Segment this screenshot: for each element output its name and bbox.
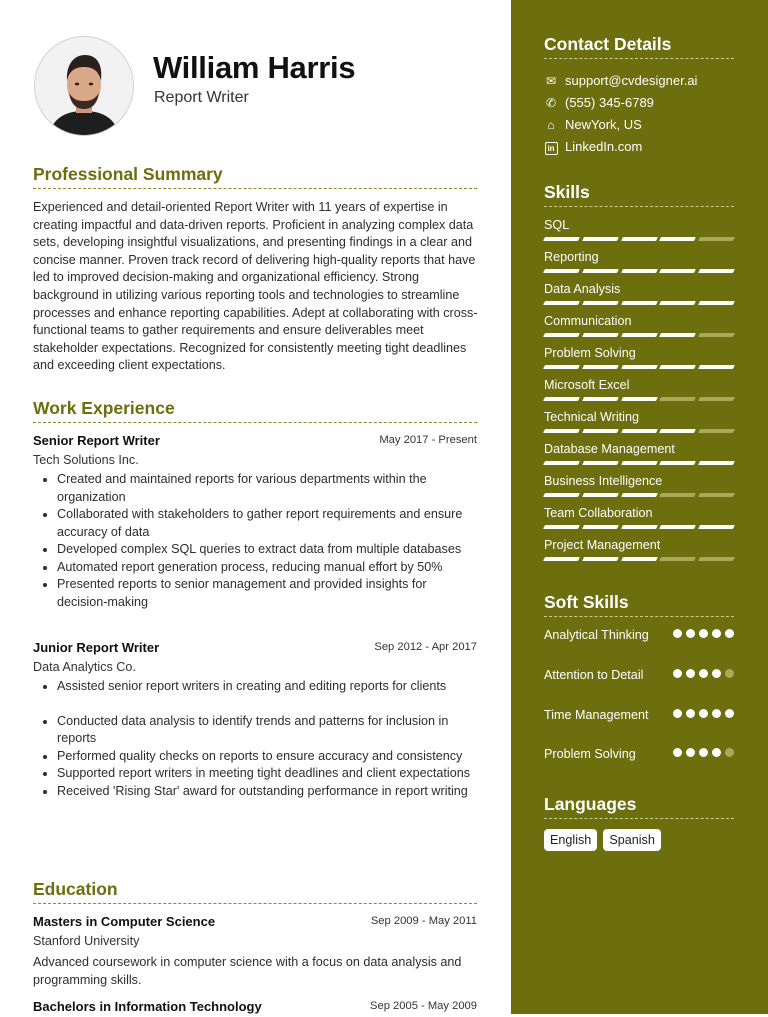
- home-icon: ⌂: [547, 118, 555, 132]
- rating-dot: [712, 748, 721, 757]
- language-tag: English: [544, 829, 597, 851]
- soft-skill-rating: [673, 629, 734, 638]
- rating-segment: [582, 269, 619, 273]
- rating-segment: [621, 397, 658, 401]
- language-tag: Spanish: [603, 829, 661, 851]
- rating-segment: [582, 237, 619, 241]
- rating-segment: [698, 301, 735, 305]
- rating-dot: [686, 748, 695, 757]
- skill-item: [544, 441, 734, 465]
- rating-segment: [621, 365, 658, 369]
- contact-linkedin[interactable]: [544, 138, 642, 156]
- soft-skill-rating: [673, 669, 734, 678]
- list-item: • Performed quality checks on reports to ensure accuracy and consistency: [57, 748, 477, 766]
- rating-dot: [725, 669, 734, 678]
- rating-segment: [659, 269, 696, 273]
- rating-segment: [582, 429, 619, 433]
- skill-rating: [544, 429, 734, 433]
- skill-label: Problem Solving: [544, 346, 636, 360]
- rating-segment: [543, 429, 580, 433]
- skill-label: Reporting: [544, 250, 599, 264]
- email-text: support@cvdesigner.ai: [565, 73, 698, 88]
- skill-rating: [544, 493, 734, 497]
- education-entry: [33, 999, 477, 1017]
- rating-segment: [582, 461, 619, 465]
- rating-segment: [621, 493, 658, 497]
- skill-rating: [544, 557, 734, 561]
- skill-item: [544, 249, 734, 273]
- location-text: NewYork, US: [565, 117, 642, 132]
- rating-segment: [698, 557, 735, 561]
- rating-segment: [698, 397, 735, 401]
- skill-rating: [544, 237, 734, 241]
- summary-text: Experienced and detail-oriented Report Writer with 11 years of expertise in creating impactful and data-driven reports. Proficient in analyzing complex data sets, developing insightful visualizations, and presenting findings in a clear and concise manner. Proven track record of delivering high-quality reports that have led to improved decision-making and organizational efficiency. Strong background in utilizing various reporting tools and technologies to streamline processes and enhance reporting capabilities. Adept at collaborating with cross-functional teams to gather requirements and ensure deliverables meet stakeholder expectations. Recognized for consistently meeting tight deadlines and exceeding client expectations.: [33, 200, 478, 373]
- degree-description: Advanced coursework in computer science with a focus on data analysis and programming skills.: [33, 955, 462, 987]
- rating-segment: [582, 397, 619, 401]
- rating-segment: [659, 237, 696, 241]
- job-bullets: [33, 678, 477, 800]
- skills-heading: Skills: [544, 182, 590, 202]
- rating-segment: [582, 493, 619, 497]
- rating-dot: [673, 709, 682, 718]
- rating-dot: [725, 709, 734, 718]
- job-company: Data Analytics Co.: [33, 660, 136, 674]
- avatar: [34, 36, 134, 136]
- rating-segment: [659, 525, 696, 529]
- soft-skill-label: Problem Solving: [544, 747, 636, 761]
- rating-dot: [673, 748, 682, 757]
- list-item: • Collaborated with stakeholders to gather report requirements and ensure accuracy of data: [57, 506, 477, 541]
- skill-item: [544, 537, 734, 561]
- rating-dot: [699, 669, 708, 678]
- languages-heading: Languages: [544, 794, 637, 814]
- soft-skill-item: [544, 707, 734, 724]
- list-item: • Received 'Rising Star' award for outstanding performance in report writing: [57, 783, 477, 801]
- rating-segment: [698, 429, 735, 433]
- rating-segment: [582, 557, 619, 561]
- soft-skill-item: [544, 627, 734, 644]
- list-item: • Supported report writers in meeting tight deadlines and client expectations: [57, 765, 477, 783]
- rating-segment: [698, 365, 735, 369]
- rating-segment: [659, 333, 696, 337]
- job-bullets: [33, 471, 477, 611]
- rating-segment: [698, 525, 735, 529]
- skill-item: [544, 313, 734, 337]
- rating-segment: [698, 237, 735, 241]
- school-name: Stanford University: [33, 934, 140, 948]
- rating-segment: [543, 237, 580, 241]
- contact-location: [544, 116, 642, 134]
- rating-dot: [699, 709, 708, 718]
- skill-label: Business Intelligence: [544, 474, 663, 488]
- rating-segment: [698, 333, 735, 337]
- rating-segment: [659, 493, 696, 497]
- soft-skill-rating: [673, 748, 734, 757]
- skill-label: Database Management: [544, 442, 675, 456]
- rating-dot: [699, 629, 708, 638]
- rating-segment: [659, 301, 696, 305]
- rating-segment: [621, 237, 658, 241]
- rating-segment: [621, 301, 658, 305]
- skill-rating: [544, 525, 734, 529]
- rating-dot: [673, 669, 682, 678]
- rating-segment: [621, 461, 658, 465]
- candidate-name: William Harris: [153, 50, 356, 85]
- degree-date: Sep 2009 - May 2011: [370, 915, 477, 927]
- experience-heading: Work Experience: [33, 398, 175, 418]
- skill-label: Project Management: [544, 538, 661, 552]
- summary-divider: [33, 188, 477, 189]
- rating-dot: [712, 629, 721, 638]
- skill-label: Communication: [544, 314, 632, 328]
- soft-skills-divider: [544, 616, 734, 617]
- list-item: • Conducted data analysis to identify trends and patterns for inclusion in reports: [57, 713, 477, 748]
- job-entry: [33, 640, 477, 800]
- experience-divider: [33, 422, 477, 423]
- job-date: May 2017 - Present: [379, 434, 477, 446]
- skill-rating: [544, 269, 734, 273]
- linkedin-icon: in: [544, 138, 558, 156]
- skill-item: [544, 473, 734, 497]
- rating-segment: [543, 493, 580, 497]
- soft-skill-label: Attention to Detail: [544, 668, 644, 682]
- list-item: • Automated report generation process, reducing manual effort by 50%: [57, 559, 477, 577]
- soft-skill-label: Time Management: [544, 708, 649, 722]
- degree-date: Sep 2005 - May 2009: [370, 1000, 477, 1012]
- contact-heading: Contact Details: [544, 34, 672, 54]
- contact-email[interactable]: [544, 72, 697, 90]
- rating-segment: [543, 557, 580, 561]
- rating-dot: [712, 709, 721, 718]
- list-item: • Assisted senior report writers in creating and editing reports for clients: [57, 678, 477, 696]
- rating-segment: [543, 365, 580, 369]
- rating-segment: [621, 557, 658, 561]
- rating-segment: [659, 429, 696, 433]
- candidate-title: Report Writer: [154, 89, 249, 106]
- rating-segment: [621, 333, 658, 337]
- rating-segment: [698, 493, 735, 497]
- rating-segment: [698, 461, 735, 465]
- job-company: Tech Solutions Inc.: [33, 453, 139, 467]
- summary-heading: Professional Summary: [33, 164, 223, 184]
- job-title: Junior Report Writer: [33, 640, 160, 655]
- soft-skill-item: [544, 746, 734, 763]
- skill-item: [544, 345, 734, 369]
- language-tags: [544, 829, 661, 851]
- skill-item: [544, 505, 734, 529]
- list-item: • Presented reports to senior management and provided insights for decision-making: [57, 576, 477, 611]
- languages-divider: [544, 818, 734, 819]
- profile-photo-icon: [35, 37, 133, 135]
- rating-segment: [543, 333, 580, 337]
- rating-segment: [698, 269, 735, 273]
- rating-dot: [686, 709, 695, 718]
- rating-segment: [543, 397, 580, 401]
- skill-item: [544, 281, 734, 305]
- rating-segment: [659, 397, 696, 401]
- job-date: Sep 2012 - Apr 2017: [374, 641, 477, 653]
- rating-dot: [725, 629, 734, 638]
- phone-text: (555) 345-6789: [565, 95, 654, 110]
- rating-segment: [621, 429, 658, 433]
- rating-segment: [543, 269, 580, 273]
- rating-segment: [621, 269, 658, 273]
- phone-icon: ✆: [545, 96, 557, 110]
- education-divider: [33, 903, 477, 904]
- skill-item: [544, 217, 734, 241]
- job-entry: [33, 433, 477, 611]
- rating-dot: [673, 629, 682, 638]
- skill-item: [544, 409, 734, 433]
- skill-rating: [544, 333, 734, 337]
- rating-dot: [686, 629, 695, 638]
- rating-dot: [699, 748, 708, 757]
- rating-segment: [543, 461, 580, 465]
- rating-dot: [725, 748, 734, 757]
- skill-rating: [544, 301, 734, 305]
- rating-segment: [582, 525, 619, 529]
- skill-label: Data Analysis: [544, 282, 621, 296]
- skill-label: Technical Writing: [544, 410, 639, 424]
- rating-segment: [582, 301, 619, 305]
- rating-segment: [659, 461, 696, 465]
- list-item: • Created and maintained reports for various departments within the organization: [57, 471, 477, 506]
- skill-label: SQL: [544, 218, 570, 232]
- skill-label: Team Collaboration: [544, 506, 653, 520]
- skill-rating: [544, 365, 734, 369]
- rating-segment: [659, 365, 696, 369]
- soft-skills-heading: Soft Skills: [544, 592, 629, 612]
- linkedin-text: LinkedIn.com: [565, 139, 643, 154]
- education-entry: [33, 914, 477, 989]
- skills-divider: [544, 206, 734, 207]
- rating-dot: [712, 669, 721, 678]
- degree-title: Masters in Computer Science: [33, 914, 216, 929]
- job-title: Senior Report Writer: [33, 433, 160, 448]
- skill-rating: [544, 461, 734, 465]
- envelope-icon: ✉: [545, 74, 557, 88]
- list-item: • Developed complex SQL queries to extract data from multiple databases: [57, 541, 477, 559]
- rating-segment: [582, 365, 619, 369]
- rating-segment: [582, 333, 619, 337]
- soft-skill-label: Analytical Thinking: [544, 628, 649, 642]
- skill-rating: [544, 397, 734, 401]
- degree-title: Bachelors in Information Technology: [33, 999, 262, 1014]
- soft-skill-rating: [673, 709, 734, 718]
- rating-segment: [621, 525, 658, 529]
- skill-item: [544, 377, 734, 401]
- rating-segment: [543, 301, 580, 305]
- rating-dot: [686, 669, 695, 678]
- sidebar: [511, 0, 768, 1014]
- contact-divider: [544, 58, 734, 59]
- skill-label: Microsoft Excel: [544, 378, 630, 392]
- rating-segment: [659, 557, 696, 561]
- soft-skill-item: [544, 667, 734, 684]
- contact-phone[interactable]: [544, 94, 654, 112]
- rating-segment: [543, 525, 580, 529]
- education-heading: Education: [33, 879, 118, 899]
